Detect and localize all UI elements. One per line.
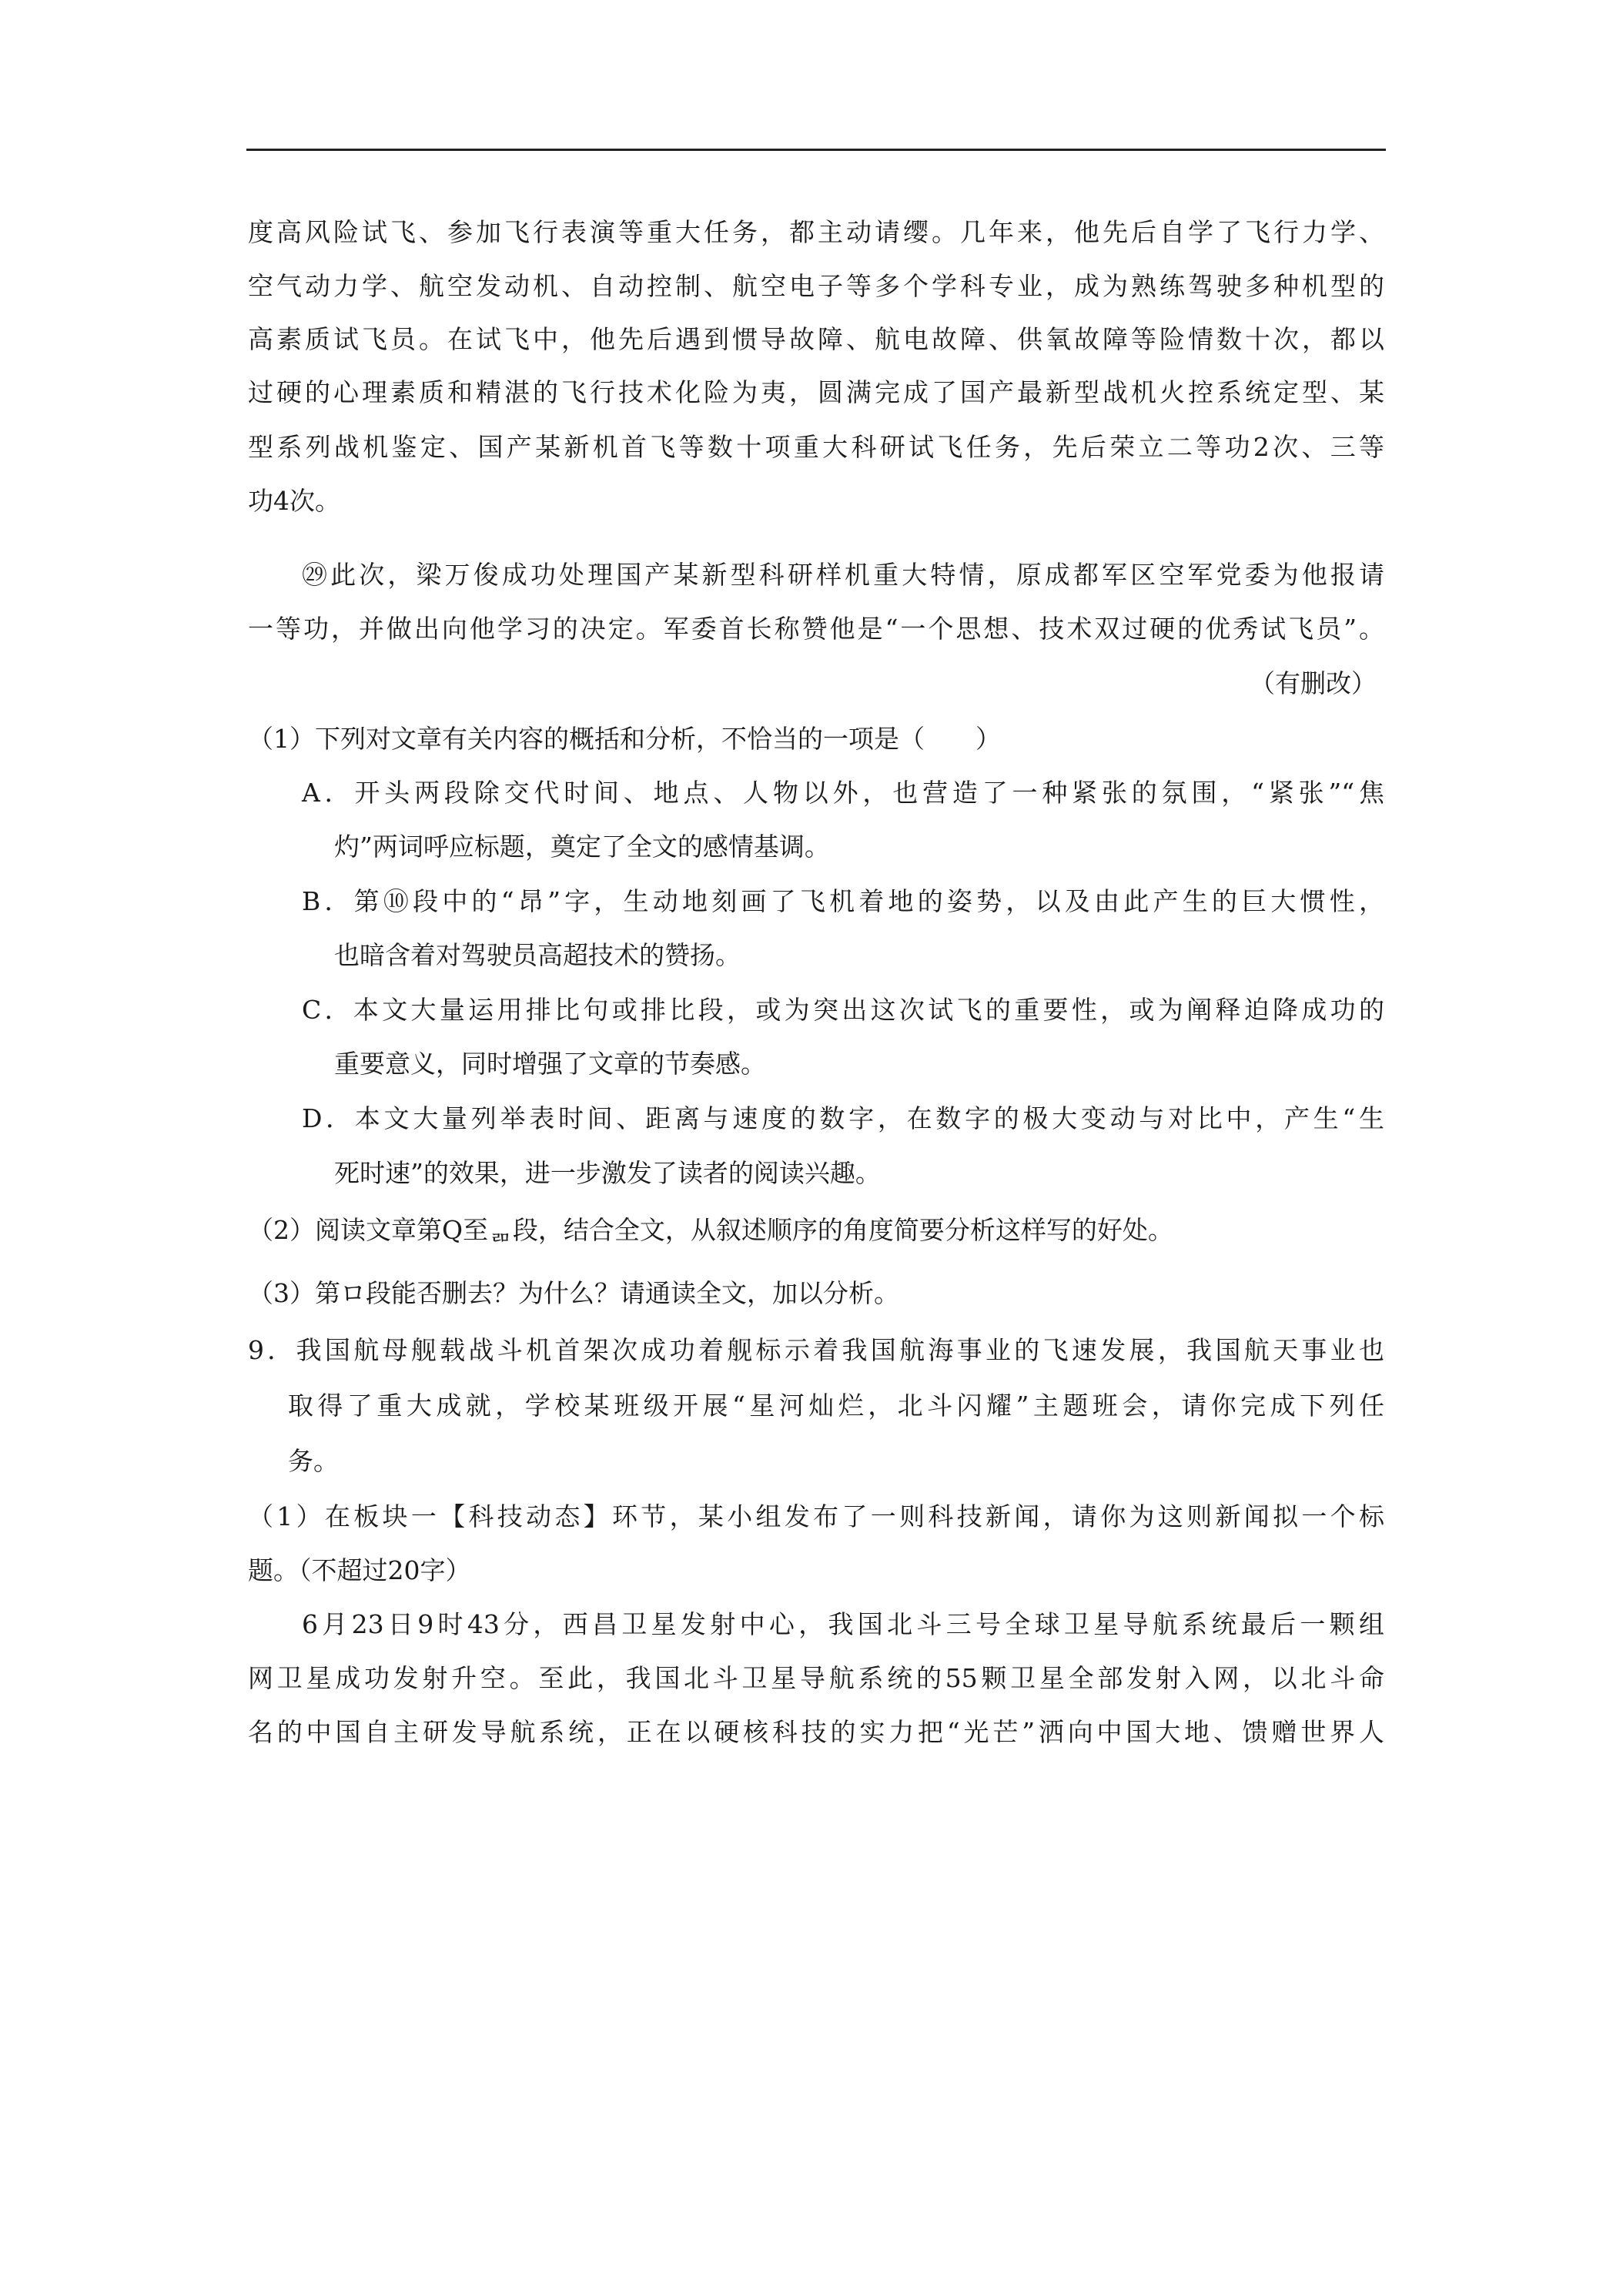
option-text: A．开头两段除交代时间、地点、人物以外，也营造了一种紧张的氛围，“紧张”“焦	[302, 778, 1384, 808]
question-prompt: （1）下列对文章有关内容的概括和分析，不恰当的一项是（ ）	[248, 724, 1001, 754]
question-8-sub-3: （3）第ロ段能否删去？为什么？请通读全文，加以分析。	[248, 1278, 899, 1308]
text-line: 名的中国自主研发导航系统，正在以硬核科技的实力把“光芒”洒向中国大地、馈赠世界人	[248, 1717, 1384, 1747]
text-line: 一等功，并做出向他学习的决定。军委首长称赞他是“一个思想、技术双过硬的优秀试飞员”。	[248, 614, 1384, 644]
option-text: D．本文大量列举表时间、距离与速度的数字，在数字的极大变动与对比中，产生“生	[302, 1103, 1384, 1133]
option-text: 也暗含着对驾驶员高超技术的赞扬。	[334, 940, 741, 970]
question-prompt: 题。（不超过20字）	[248, 1555, 471, 1585]
text-line: 网卫星成功发射升空。至此，我国北斗卫星导航系统的55颗卫星全部发射入网，以北斗命	[248, 1663, 1384, 1693]
text-line: 功4次。	[248, 486, 340, 516]
option-text: B．第⑩段中的“昂”字，生动地刻画了飞机着地的姿势，以及由此产生的巨大惯性，	[302, 886, 1384, 916]
text-line: 6月23日9时43分，西昌卫星发射中心，我国北斗三号全球卫星导航系统最后一颗组	[302, 1609, 1384, 1639]
option-text: 灼”两词呼应标题，奠定了全文的感情基调。	[334, 832, 830, 862]
text-line: 高素质试飞员。在试飞中，他先后遇到惯导故障、航电故障、供氧故障等险情数十次，都以	[248, 324, 1384, 354]
question-prompt: （1）在板块一【科技动态】环节，某小组发布了一则科技新闻，请你为这则新闻拟一个标	[248, 1501, 1384, 1531]
header-rule	[246, 149, 1386, 151]
option-text: C．本文大量运用排比句或排比段，或为突出这次试飞的重要性，或为阐释迫降成功的	[302, 995, 1384, 1025]
question-prompt: 9．我国航母舰载战斗机首架次成功着舰标示着我国航海事业的飞速发展，我国航天事业也	[248, 1335, 1384, 1365]
text-line: 度高风险试飞、参加飞行表演等重大任务，都主动请缨。几年来，他先后自学了飞行力学、	[248, 217, 1384, 247]
option-text: 重要意义，同时增强了文章的节奏感。	[334, 1049, 766, 1079]
text-line: 空气动力学、航空发动机、自动控制、航空电子等多个学科专业，成为熟练驾驶多种机型的	[248, 271, 1384, 301]
text-line: 过硬的心理素质和精湛的飞行技术化险为夷，圆满完成了国产最新型战机火控系统定型、某	[248, 377, 1384, 407]
question-prompt: 务。	[288, 1446, 339, 1476]
text-line: ㉙此次，梁万俊成功处理国产某新型科研样机重大特情，原成都军区空军党委为他报请	[302, 560, 1384, 590]
question-8-sub-2: （2）阅读文章第Q至ᆱ段，结合全文，从叙述顺序的角度简要分析这样写的好处。	[248, 1215, 1173, 1245]
question-prompt: 取得了重大成就，学校某班级开展“星河灿烂，北斗闪耀”主题班会，请你完成下列任	[288, 1391, 1384, 1421]
source-note: （有删改）	[1250, 668, 1377, 698]
option-text: 死时速”的效果，进一步激发了读者的阅读兴趣。	[334, 1158, 881, 1188]
text-line: 型系列战机鉴定、国产某新机首飞等数十项重大科研试飞任务，先后荣立二等功2次、三等	[248, 432, 1384, 462]
